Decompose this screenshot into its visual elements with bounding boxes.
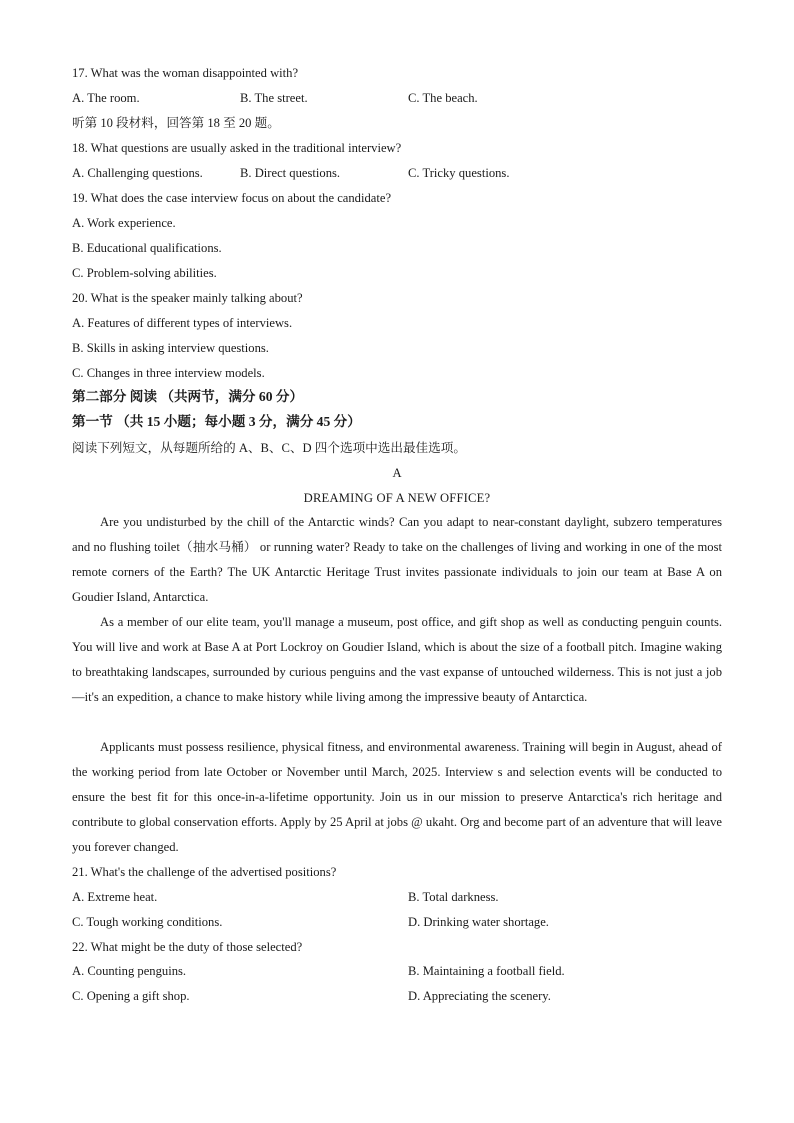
section-10-instruction: 听第 10 段材料，回答第 18 至 20 题。 — [72, 116, 280, 130]
passage-label: A — [392, 466, 402, 480]
q19-option-b: B. Educational qualifications. — [72, 241, 222, 255]
q22-option-a: A. Counting penguins. — [72, 964, 187, 978]
q18-option-a: A. Challenging questions. — [72, 166, 203, 180]
q18-option-b: B. Direct questions. — [240, 166, 341, 180]
passage-paragraph-3: Applicants must possess resilience, physical fitness, and environmental awareness. Training will begin in August, ahead of the working period from late October or November until March, 2025. Interview s and selection events will be conducted to ensure the best fit for this once-in-a-lifetime opportunity. Join us in our mission to preserve Antarctica's rich heritage and contribute to global conservation efforts. Apply by 25 April at jobs @ ukaht. Org and become part of an adventure that will leave you forever changed. — [72, 740, 722, 854]
q22-option-b: B. Maintaining a football field. — [408, 964, 565, 978]
q21-option-c: C. Tough working conditions. — [72, 915, 223, 929]
q21-option-a: A. Extreme heat. — [72, 890, 158, 904]
question-21-stem: 21. What's the challenge of the advertised positions? — [72, 865, 337, 879]
q21-option-b: B. Total darkness. — [408, 890, 499, 904]
question-19-stem: 19. What does the case interview focus on about the candidate? — [72, 191, 392, 205]
q22-option-c: C. Opening a gift shop. — [72, 989, 190, 1003]
q18-option-c: C. Tricky questions. — [408, 166, 510, 180]
q20-option-b: B. Skills in asking interview questions. — [72, 341, 269, 355]
q19-option-c: C. Problem-solving abilities. — [72, 266, 217, 280]
q17-option-b: B. The street. — [240, 91, 308, 105]
q20-option-a: A. Features of different types of interviews. — [72, 316, 293, 330]
passage-title: DREAMING OF A NEW OFFICE? — [303, 491, 491, 505]
q20-option-c: C. Changes in three interview models. — [72, 366, 265, 380]
question-22-stem: 22. What might be the duty of those selected? — [72, 940, 303, 954]
q22-option-d: D. Appreciating the scenery. — [408, 989, 551, 1003]
question-17-stem: 17. What was the woman disappointed with? — [72, 66, 299, 80]
q19-option-a: A. Work experience. — [72, 216, 176, 230]
question-20-stem: 20. What is the speaker mainly talking about? — [72, 291, 303, 305]
part-2-heading: 第二部分 阅读 （共两节，满分 60 分） — [72, 389, 304, 404]
question-18-stem: 18. What questions are usually asked in the traditional interview? — [72, 141, 402, 155]
section-1-heading: 第一节 （共 15 小题；每小题 3 分，满分 45 分） — [72, 414, 361, 429]
reading-instructions: 阅读下列短文，从每题所给的 A、B、C、D 四个选项中选出最佳选项。 — [72, 441, 466, 455]
q17-option-a: A. The room. — [72, 91, 140, 105]
q17-option-c: C. The beach. — [408, 91, 478, 105]
passage-paragraph-2: As a member of our elite team, you'll manage a museum, post office, and gift shop as well as conducting penguin counts. You will live and work at Base A at Port Lockroy on Goudier Island, which is about the size of a football pitch. Imagine waking to breathtaking landscapes, surrounded by curious penguins and the vast expanse of untouched wilderness. This is not just a job—it's an expedition, a chance to make history while living among the impressive beauty of Antarctica. — [72, 615, 722, 704]
passage-paragraph-1: Are you undisturbed by the chill of the Antarctic winds? Can you adapt to near-constant daylight, subzero temperatures and no flushing toilet（抽水马桶） or running water? Ready to take on the challenges of living and working in one of the most remote corners of the Earth? The UK Antarctic Heritage Trust invites passionate individuals to join our team at Base A on Goudier Island, Antarctica. — [72, 515, 722, 604]
q21-option-d: D. Drinking water shortage. — [408, 915, 549, 929]
